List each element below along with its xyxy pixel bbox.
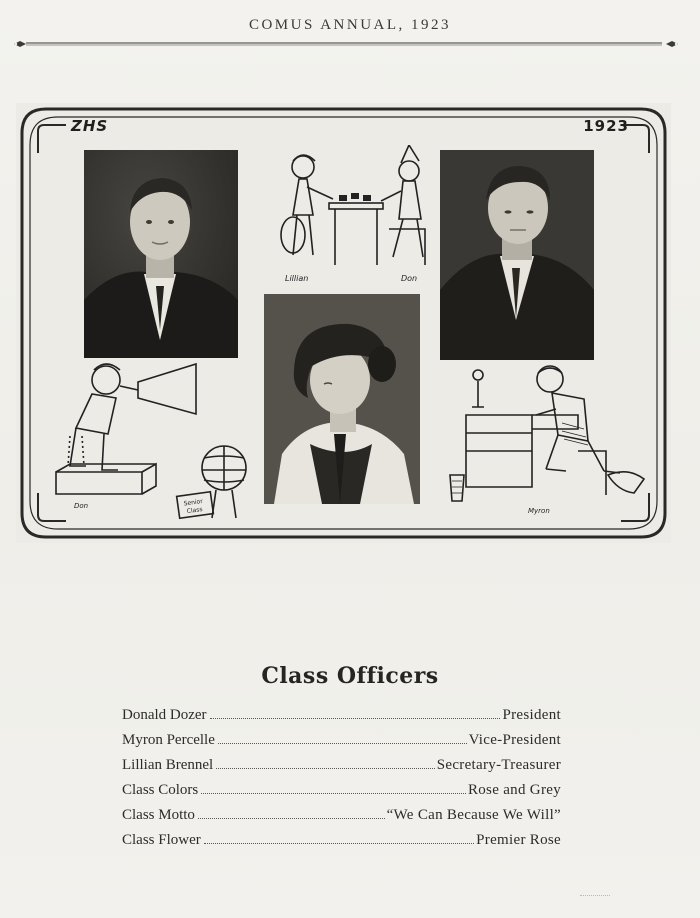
caption-lillian: Lillian: [285, 274, 309, 283]
desk-cartoon: [428, 365, 658, 520]
header-rule: [12, 40, 680, 48]
caption-don: Don: [74, 502, 89, 510]
card-game-cartoon: [263, 145, 443, 287]
officer-label: Lillian Brennel: [122, 757, 214, 773]
school-initials: ZHS: [71, 117, 109, 135]
caption-don-cards: Don: [401, 274, 418, 283]
caption-myron: Myron: [528, 507, 550, 515]
dot-leader: [204, 843, 474, 844]
class-info-value: Rose and Grey: [467, 782, 561, 798]
sign-senior: Senior: [183, 497, 204, 508]
list-item: [122, 732, 561, 757]
dot-leader: [201, 793, 466, 794]
class-info-value: “We Can Because We Will”: [386, 807, 561, 823]
officer-value: Secretary-Treasurer: [436, 757, 561, 773]
list-item: [122, 757, 561, 782]
list-item: [122, 782, 561, 807]
running-title: COMUS ANNUAL, 1923: [248, 17, 452, 33]
megaphone-cartoon: [46, 358, 256, 528]
portrait-photo-center: [264, 294, 420, 504]
dot-leader: [216, 768, 435, 769]
dot-leader: [210, 718, 501, 719]
class-info-label: Class Flower: [122, 832, 201, 848]
sign-class: Class: [186, 506, 203, 516]
dot-leader: [218, 743, 467, 744]
list-item: [122, 807, 561, 832]
list-item: [122, 707, 561, 732]
portrait-photo-left: [84, 150, 238, 358]
officer-label: Myron Percelle: [122, 732, 215, 748]
class-info-label: Class Colors: [122, 782, 199, 798]
class-info-value: Premier Rose: [476, 832, 561, 848]
officer-value: Vice-President: [468, 732, 561, 748]
year-label: 1923: [583, 117, 629, 135]
officer-list: [122, 707, 561, 857]
photo-panel: [16, 103, 671, 543]
section-title: Class Officers: [261, 663, 439, 689]
page-mark: [580, 895, 610, 900]
officer-label: Donald Dozer: [122, 707, 207, 723]
list-item: [122, 832, 561, 857]
officer-value: President: [502, 707, 561, 723]
dot-leader: [198, 818, 385, 819]
class-info-label: Class Motto: [122, 807, 195, 823]
portrait-photo-right: [440, 150, 594, 360]
